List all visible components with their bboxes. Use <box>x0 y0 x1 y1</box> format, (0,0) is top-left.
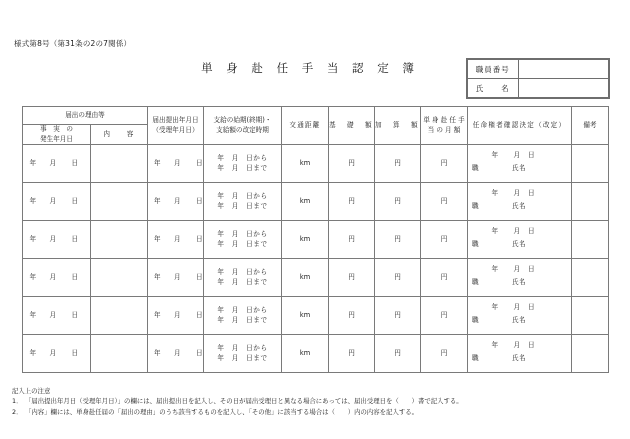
cell-fact-date[interactable]: 年 月 日 <box>23 297 91 335</box>
employee-name-row <box>468 79 609 98</box>
confirm-date: 年 月 日 <box>491 151 536 160</box>
cell-payment-period[interactable] <box>204 259 282 297</box>
confirm-name-label: 氏名 <box>512 240 526 249</box>
header-fact-date-line2: 発生年月日 <box>40 134 73 143</box>
cell-remarks[interactable] <box>572 183 609 221</box>
cell-monthly-amount[interactable]: 円 <box>421 335 468 373</box>
cell-base-amount[interactable]: 円 <box>329 259 375 297</box>
cell-submit-date[interactable]: 年 月 日 <box>148 259 204 297</box>
cell-monthly-amount[interactable]: 円 <box>421 145 468 183</box>
confirm-post-label: 職 <box>472 278 479 287</box>
cell-addition-amount[interactable]: 円 <box>375 297 421 335</box>
cell-monthly-amount[interactable]: 円 <box>421 221 468 259</box>
cell-addition-amount[interactable]: 円 <box>375 145 421 183</box>
cell-base-amount[interactable]: 円 <box>329 145 375 183</box>
header-payment-period-line2: 支給額の改定時期 <box>216 125 269 134</box>
employee-info-box <box>466 58 610 99</box>
cell-distance[interactable]: km <box>282 335 329 373</box>
cell-payment-period[interactable] <box>204 335 282 373</box>
table-row <box>23 335 609 373</box>
period-to-line: 年 月 日まで <box>217 277 268 286</box>
header-monthly-amount-line2: 当 の 月 額 <box>427 125 461 134</box>
note-number-1: 1． <box>12 397 23 406</box>
cell-base-amount[interactable]: 円 <box>329 335 375 373</box>
confirm-date: 年 月 日 <box>491 341 536 350</box>
cell-submit-date[interactable]: 年 月 日 <box>148 183 204 221</box>
period-from-line: 年 月 日から <box>217 230 268 239</box>
header-submit-date-line2: （受理年月日） <box>152 125 199 134</box>
confirm-date: 年 月 日 <box>491 189 536 198</box>
confirm-name-label: 氏名 <box>512 316 526 325</box>
cell-base-amount[interactable]: 円 <box>329 183 375 221</box>
note-text-1: 「届出提出年月日（受理年月日）」の欄には、届出提出日を記入し、その日が届出受理日と異なる場合にあっては、届出受理日を（ ）書で記入する。 <box>25 397 463 406</box>
cell-addition-amount[interactable]: 円 <box>375 221 421 259</box>
confirm-post-label: 職 <box>472 240 479 249</box>
cell-payment-period[interactable] <box>204 297 282 335</box>
cell-submit-date[interactable]: 年 月 日 <box>148 145 204 183</box>
cell-content[interactable] <box>91 221 148 259</box>
period-to-line: 年 月 日まで <box>217 315 268 324</box>
cell-monthly-amount[interactable]: 円 <box>421 259 468 297</box>
cell-payment-period[interactable] <box>204 183 282 221</box>
confirm-name-label: 氏名 <box>512 354 526 363</box>
confirm-date: 年 月 日 <box>491 227 536 236</box>
period-from-line: 年 月 日から <box>217 306 268 315</box>
cell-fact-date[interactable]: 年 月 日 <box>23 335 91 373</box>
cell-remarks[interactable] <box>572 259 609 297</box>
notes-title: 記入上の注意 <box>12 387 51 395</box>
note-text-2: 「内容」欄には、単身赴任届の「届出の理由」のうち該当するものを記入し、「その他」に該当する場合は（ ）内の内容を記入する。 <box>25 407 419 416</box>
header-reason-group: 届出の理由等 <box>23 107 148 125</box>
cell-content[interactable] <box>91 145 148 183</box>
page-title: 単 身 赴 任 手 当 認 定 簿 <box>201 61 419 75</box>
cell-remarks[interactable] <box>572 297 609 335</box>
header-confirmation: 任命権者確認決定（改定） <box>468 107 572 145</box>
cell-addition-amount[interactable]: 円 <box>375 259 421 297</box>
header-monthly-amount-line1: 単 身 赴 任 手 <box>423 116 465 124</box>
period-to-line: 年 月 日まで <box>217 201 268 210</box>
confirm-post-label: 職 <box>472 164 479 173</box>
cell-confirmation[interactable] <box>468 221 572 259</box>
cell-confirmation[interactable] <box>468 183 572 221</box>
cell-content[interactable] <box>91 183 148 221</box>
cell-submit-date[interactable]: 年 月 日 <box>148 221 204 259</box>
table-row <box>23 183 609 221</box>
header-submit-date-line1: 届出提出年月日 <box>152 116 199 124</box>
confirm-name-label: 氏名 <box>512 164 526 173</box>
note-number-2: 2． <box>12 407 23 416</box>
header-payment-period <box>204 107 282 145</box>
cell-addition-amount[interactable]: 円 <box>375 335 421 373</box>
cell-fact-date[interactable]: 年 月 日 <box>23 183 91 221</box>
confirm-name-label: 氏名 <box>512 202 526 211</box>
period-from-line: 年 月 日から <box>217 268 268 277</box>
cell-monthly-amount[interactable]: 円 <box>421 183 468 221</box>
cell-submit-date[interactable]: 年 月 日 <box>148 335 204 373</box>
period-from-line: 年 月 日から <box>217 154 268 163</box>
cell-confirmation[interactable] <box>468 297 572 335</box>
cell-payment-period[interactable] <box>204 221 282 259</box>
employee-name-label: 氏 名 <box>468 79 519 98</box>
employee-number-label: 職員番号 <box>468 60 519 79</box>
confirm-date: 年 月 日 <box>491 303 536 312</box>
confirm-date: 年 月 日 <box>491 265 536 274</box>
table-body <box>23 145 609 373</box>
header-distance: 交通距離 <box>282 107 329 145</box>
table-row <box>23 221 609 259</box>
notes-section <box>12 386 463 417</box>
header-remarks: 備考 <box>572 107 609 145</box>
cell-confirmation[interactable] <box>468 259 572 297</box>
header-submit-date <box>148 107 204 145</box>
period-to-line: 年 月 日まで <box>217 163 268 172</box>
cell-distance[interactable]: km <box>282 183 329 221</box>
table-row <box>23 145 609 183</box>
employee-name-field[interactable] <box>518 79 608 98</box>
cell-base-amount[interactable]: 円 <box>329 297 375 335</box>
allowance-register-table <box>22 106 609 373</box>
header-addition-amount: 加 算 額 <box>375 107 421 145</box>
table-row <box>23 259 609 297</box>
header-monthly-amount <box>421 107 468 145</box>
header-fact-date <box>23 125 91 145</box>
period-from-line: 年 月 日から <box>217 344 268 353</box>
cell-content[interactable] <box>91 259 148 297</box>
note-item-2 <box>12 407 463 417</box>
table-row <box>23 297 609 335</box>
cell-distance[interactable]: km <box>282 221 329 259</box>
cell-distance[interactable]: km <box>282 297 329 335</box>
cell-distance[interactable]: km <box>282 145 329 183</box>
cell-payment-period[interactable] <box>204 145 282 183</box>
employee-number-field[interactable] <box>518 60 608 79</box>
employee-number-row <box>468 60 609 79</box>
confirm-post-label: 職 <box>472 354 479 363</box>
period-from-line: 年 月 日から <box>217 192 268 201</box>
cell-submit-date[interactable]: 年 月 日 <box>148 297 204 335</box>
note-item-1 <box>12 396 463 406</box>
confirm-name-label: 氏名 <box>512 278 526 287</box>
cell-content[interactable] <box>91 297 148 335</box>
header-fact-date-line1: 事 実 の <box>40 125 73 133</box>
header-content: 内 容 <box>91 125 148 145</box>
cell-fact-date[interactable]: 年 月 日 <box>23 259 91 297</box>
confirm-post-label: 職 <box>472 202 479 211</box>
cell-content[interactable] <box>91 335 148 373</box>
header-row-top <box>23 107 609 125</box>
form-number: 様式第8号（第31条の2の7関係） <box>14 39 132 48</box>
cell-confirmation[interactable] <box>468 335 572 373</box>
cell-addition-amount[interactable]: 円 <box>375 183 421 221</box>
cell-confirmation[interactable] <box>468 145 572 183</box>
cell-fact-date[interactable]: 年 月 日 <box>23 145 91 183</box>
period-to-line: 年 月 日まで <box>217 239 268 248</box>
cell-remarks[interactable] <box>572 335 609 373</box>
confirm-post-label: 職 <box>472 316 479 325</box>
cell-fact-date[interactable]: 年 月 日 <box>23 221 91 259</box>
cell-base-amount[interactable]: 円 <box>329 221 375 259</box>
cell-remarks[interactable] <box>572 145 609 183</box>
cell-remarks[interactable] <box>572 221 609 259</box>
header-base-amount: 基 礎 額 <box>329 107 375 145</box>
cell-distance[interactable]: km <box>282 259 329 297</box>
period-to-line: 年 月 日まで <box>217 353 268 362</box>
header-payment-period-line1: 支給の始期(終期)・ <box>213 116 272 124</box>
cell-monthly-amount[interactable]: 円 <box>421 297 468 335</box>
